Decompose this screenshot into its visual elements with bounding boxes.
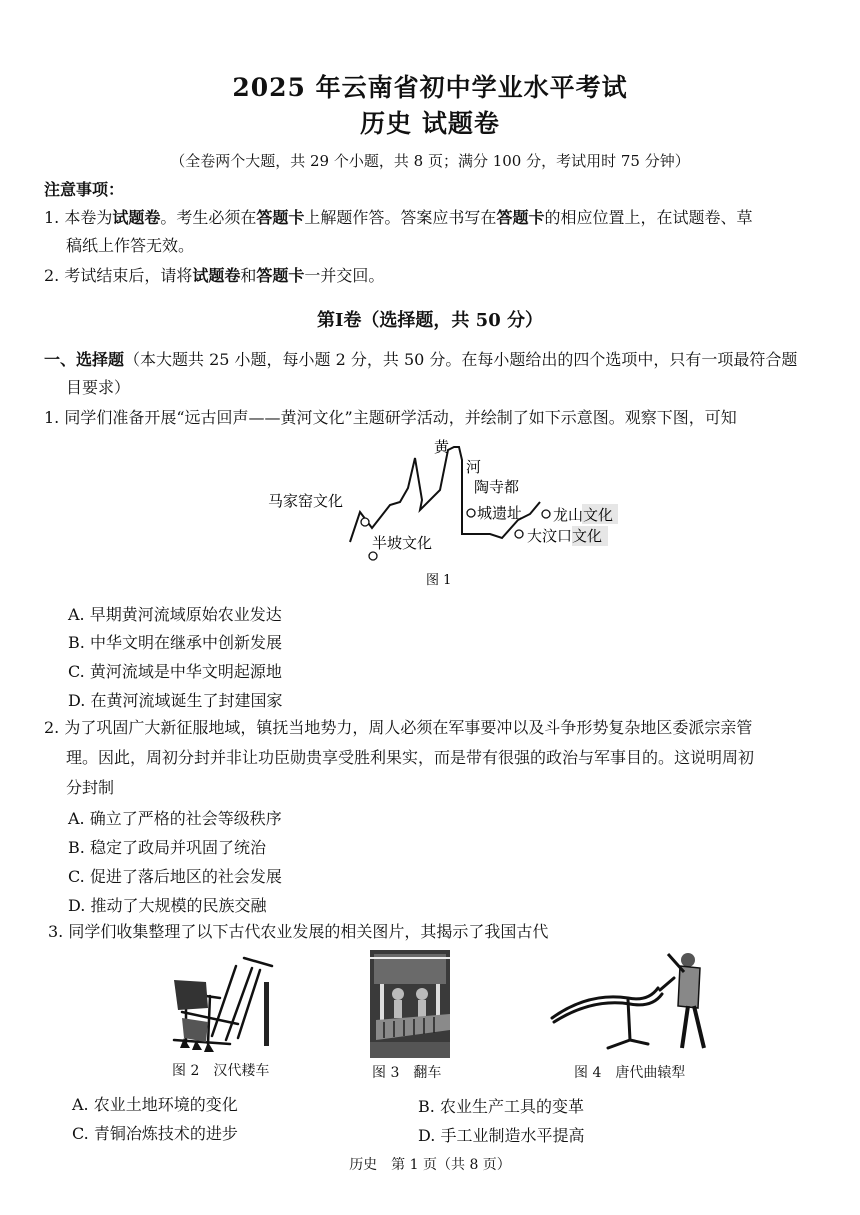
- q2-stem-line-2: 理。因此，周初分封并非让功臣勋贵享受胜利果实，而是带有很强的政治与军事目的。这说明周初: [66, 748, 755, 767]
- q1-option-c: [68, 659, 282, 682]
- option-key: A.: [72, 1095, 89, 1114]
- notice-heading: 注意事项：: [44, 180, 125, 199]
- option-key: C.: [68, 662, 85, 681]
- q3-stem: [48, 918, 548, 946]
- notice-emph: 答题卡: [256, 266, 305, 285]
- option-text: 中华文明在继承中创新发展: [89, 633, 282, 652]
- section-title: 第Ⅰ卷（选择题，共 50 分）: [316, 310, 543, 331]
- q3-option-a: [72, 1092, 238, 1115]
- option-key: B.: [68, 633, 85, 652]
- q2-num: 2.: [44, 718, 60, 737]
- q2-stem-line-3: 分封制: [66, 778, 115, 797]
- q1-option-a: [68, 602, 282, 625]
- exam-subtitle: 历史 试题卷: [360, 109, 500, 138]
- figure-4-caption: 图 4 唐代曲辕犁: [574, 1065, 686, 1081]
- q2-stem-line-1: 为了巩固广大新征服地域，镇抚当地势力，周人必须在军事要冲以及斗争形势复杂地区委派宗亲管: [64, 718, 753, 737]
- q3-stem-text: 同学们收集整理了以下古代农业发展的相关图片，其揭示了我国古代: [68, 922, 549, 941]
- q1-option-b: [68, 630, 282, 653]
- site-marker-banpo: [369, 552, 377, 560]
- notice-item-1-num: 1.: [44, 208, 60, 227]
- notice-text: 一并交回。: [304, 266, 385, 285]
- option-text: 稳定了政局并巩固了统治: [89, 838, 266, 857]
- notice-item-1-cont: 稿纸上作答无效。: [66, 236, 195, 255]
- notice-emph: 答题卡: [496, 208, 545, 227]
- page-footer: 历史 第 1 页（共 8 页）: [349, 1157, 511, 1173]
- label-majiayao: 马家窑文化: [268, 492, 344, 510]
- q3-option-d: [418, 1123, 584, 1146]
- chain-pump-image: [370, 950, 450, 1058]
- label-taosi-1: 陶寺都: [474, 478, 520, 496]
- option-key: B.: [418, 1097, 435, 1116]
- river-char-he: 河: [466, 458, 482, 476]
- q1-figure-yellow-river: [240, 430, 640, 600]
- option-text: 农业生产工具的变革: [439, 1097, 584, 1116]
- part-desc-cont: 目要求）: [66, 378, 131, 397]
- q2-option-b: [68, 835, 266, 858]
- q2-stem: [44, 714, 752, 742]
- option-text: 早期黄河流域原始农业发达: [89, 605, 282, 624]
- label-banpo: 半坡文化: [372, 534, 433, 552]
- option-text: 促进了落后地区的社会发展: [89, 867, 282, 886]
- notice-item-1: [44, 204, 752, 232]
- option-text: 黄河流域是中华文明起源地: [89, 662, 282, 681]
- exam-info: （全卷两个大题，共 29 个小题，共 8 页；满分 100 分，考试用时 75 分钟）: [170, 152, 690, 170]
- option-text: 青铜冶炼技术的进步: [93, 1124, 238, 1143]
- option-key: D.: [418, 1126, 436, 1145]
- notice-text: 。考生必须在: [160, 208, 257, 227]
- q2-option-a: [68, 806, 282, 829]
- figure-3-caption: 图 3 翻车: [372, 1065, 442, 1081]
- notice-emph: 答题卡: [256, 208, 305, 227]
- curved-plough-image: [548, 948, 718, 1058]
- option-text: 农业土地环境的变化: [93, 1095, 238, 1114]
- option-key: C.: [68, 867, 85, 886]
- part-intro: [44, 346, 797, 374]
- q1-num: 1.: [44, 408, 60, 427]
- q2-option-d: [68, 893, 266, 916]
- figure-2-caption: 图 2 汉代耧车: [172, 1063, 270, 1079]
- site-marker-longshan: [542, 510, 550, 518]
- figure-1-caption: 图 1: [426, 573, 452, 588]
- site-marker-taosi: [467, 509, 475, 517]
- option-key: A.: [68, 809, 85, 828]
- exam-title: 2025 年云南省初中学业水平考试: [232, 73, 628, 102]
- option-key: A.: [68, 605, 85, 624]
- q1-option-d: [68, 688, 282, 711]
- notice-text: 本卷为: [64, 208, 113, 227]
- part-desc: （本大题共 25 小题，每小题 2 分，共 50 分。在每小题给出的四个选项中，只有一项最符合题: [124, 350, 798, 369]
- option-text: 推动了大规模的民族交融: [90, 896, 267, 915]
- label-taosi-2: 城遗址: [477, 504, 523, 522]
- q3-option-c: [72, 1121, 238, 1144]
- notice-text: 上解题作答。答案应书写在: [304, 208, 497, 227]
- seed-drill-image: [160, 952, 280, 1056]
- site-marker-majiayao: [361, 518, 369, 526]
- label-dawenkou: 大汶口文化: [527, 527, 603, 545]
- option-text: 确立了严格的社会等级秩序: [89, 809, 282, 828]
- notice-item-2-num: 2.: [44, 266, 60, 285]
- notice-emph: 试题卷: [112, 208, 161, 227]
- label-longshan: 龙山文化: [553, 506, 614, 524]
- river-char-huang: 黄: [434, 438, 450, 456]
- notice-emph: 试题卷: [192, 266, 241, 285]
- q1-stem-text: 同学们准备开展“远古回声——黄河文化”主题研学活动，并绘制了如下示意图。观察下图，可知: [64, 408, 737, 427]
- option-key: D.: [68, 691, 86, 710]
- option-key: C.: [72, 1124, 89, 1143]
- q3-num: 3.: [48, 922, 64, 941]
- notice-item-2: [44, 262, 384, 290]
- site-marker-dawenkou: [515, 530, 523, 538]
- option-text: 在黄河流域诞生了封建国家: [90, 691, 283, 710]
- option-key: D.: [68, 896, 86, 915]
- notice-text: 的相应位置上，在试题卷、草: [544, 208, 753, 227]
- option-key: B.: [68, 838, 85, 857]
- option-text: 手工业制造水平提高: [440, 1126, 585, 1145]
- notice-text: 和: [240, 266, 257, 285]
- q3-option-b: [418, 1094, 584, 1117]
- part-label: 一、选择题: [44, 350, 125, 369]
- notice-text: 考试结束后，请将: [64, 266, 193, 285]
- q1-stem: [44, 404, 737, 432]
- q2-option-c: [68, 864, 282, 887]
